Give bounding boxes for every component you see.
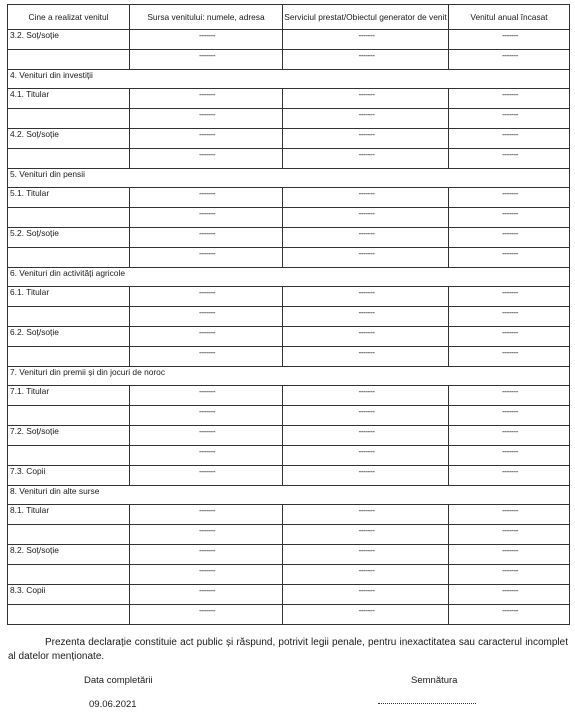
section-row [8,367,570,386]
cell-service: ------- [283,406,449,426]
table-row [8,89,570,109]
cell-source: ------- [130,228,283,248]
cell-source: ------- [130,149,283,169]
cell-income: ------- [449,307,570,327]
table-row [8,208,570,228]
cell-service: ------- [283,129,449,149]
cell-source: ------- [130,505,283,525]
row-label-empty [8,347,130,367]
cell-source: ------- [130,208,283,228]
cell-service: ------- [283,109,449,129]
row-label-empty [8,149,130,169]
cell-source: ------- [130,89,283,109]
row-label: 4.2. Soț/soție [8,129,130,149]
cell-income: ------- [449,228,570,248]
cell-service: ------- [283,505,449,525]
row-label: 7.3. Copii [8,466,130,486]
cell-income: ------- [449,248,570,268]
table-row [8,50,570,70]
row-label: 8.1. Titular [8,505,130,525]
header-annual-income: Venitul anual încasat [449,5,570,30]
cell-source: ------- [130,188,283,208]
cell-service: ------- [283,248,449,268]
header-who: Cine a realizat venitul [8,5,130,30]
row-label-empty [8,307,130,327]
cell-service: ------- [283,228,449,248]
row-label: 3.2. Soț/soție [8,30,130,50]
cell-service: ------- [283,50,449,70]
table-row [8,525,570,545]
cell-service: ------- [283,525,449,545]
cell-service: ------- [283,307,449,327]
cell-source: ------- [130,307,283,327]
cell-source: ------- [130,248,283,268]
cell-service: ------- [283,208,449,228]
cell-income: ------- [449,545,570,565]
table-row [8,565,570,585]
row-label: 6.1. Titular [8,287,130,307]
cell-service: ------- [283,585,449,605]
cell-income: ------- [449,129,570,149]
row-label-empty [8,605,130,625]
row-label-empty [8,525,130,545]
row-label: 5.1. Titular [8,188,130,208]
table-row [8,129,570,149]
cell-source: ------- [130,605,283,625]
table-row [8,466,570,486]
table-row [8,149,570,169]
signature-label: Semnătura [411,675,458,686]
signature-line [378,703,476,704]
row-label: 8.2. Soț/soție [8,545,130,565]
cell-income: ------- [449,565,570,585]
table-row [8,287,570,307]
cell-service: ------- [283,466,449,486]
row-label: 5.2. Soț/soție [8,228,130,248]
table-row [8,248,570,268]
cell-service: ------- [283,386,449,406]
cell-service: ------- [283,565,449,585]
cell-income: ------- [449,208,570,228]
table-row [8,307,570,327]
cell-source: ------- [130,545,283,565]
cell-source: ------- [130,386,283,406]
row-label: 7.1. Titular [8,386,130,406]
cell-income: ------- [449,327,570,347]
cell-source: ------- [130,129,283,149]
table-row [8,605,570,625]
cell-source: ------- [130,327,283,347]
cell-service: ------- [283,327,449,347]
section-title: 7. Venituri din premii și din jocuri de noroc [8,367,570,386]
table-row [8,446,570,466]
cell-income: ------- [449,89,570,109]
cell-source: ------- [130,50,283,70]
row-label-empty [8,208,130,228]
cell-income: ------- [449,426,570,446]
date-value: 09.06.2021 [89,699,137,710]
table-row [8,545,570,565]
cell-source: ------- [130,446,283,466]
cell-income: ------- [449,525,570,545]
cell-income: ------- [449,446,570,466]
table-header-row [8,5,570,30]
cell-source: ------- [130,30,283,50]
header-source: Sursa venitului: numele, adresa [130,5,283,30]
cell-income: ------- [449,585,570,605]
table-body [8,30,570,625]
cell-income: ------- [449,505,570,525]
cell-service: ------- [283,426,449,446]
header-service: Serviciul prestat/Obiectul generator de venit [283,5,449,30]
cell-source: ------- [130,406,283,426]
cell-income: ------- [449,149,570,169]
table-row [8,585,570,605]
table-row [8,426,570,446]
row-label-empty [8,109,130,129]
cell-income: ------- [449,605,570,625]
cell-service: ------- [283,446,449,466]
cell-income: ------- [449,30,570,50]
cell-income: ------- [449,287,570,307]
cell-income: ------- [449,188,570,208]
table-row [8,228,570,248]
row-label: 4.1. Titular [8,89,130,109]
table-row [8,188,570,208]
row-label-empty [8,50,130,70]
section-row [8,169,570,188]
row-label: 6.2. Soț/soție [8,327,130,347]
table-row [8,109,570,129]
section-title: 6. Venituri din activități agricole [8,268,570,287]
table-row [8,386,570,406]
cell-service: ------- [283,287,449,307]
table-row [8,347,570,367]
date-label: Data completării [84,675,153,686]
cell-service: ------- [283,149,449,169]
declaration-statement: Prezenta declarație constituie act public și răspund, potrivit legii penale, pentru inexactitatea sau caracterul incomplet al datelor menționate. [8,637,568,662]
row-label-empty [8,565,130,585]
cell-service: ------- [283,545,449,565]
row-label: 8.3. Copii [8,585,130,605]
cell-source: ------- [130,466,283,486]
cell-source: ------- [130,287,283,307]
income-table [7,4,570,625]
cell-source: ------- [130,109,283,129]
table-row [8,505,570,525]
section-row [8,70,570,89]
cell-income: ------- [449,406,570,426]
cell-source: ------- [130,565,283,585]
cell-service: ------- [283,89,449,109]
cell-income: ------- [449,347,570,367]
cell-source: ------- [130,585,283,605]
cell-source: ------- [130,525,283,545]
section-title: 5. Venituri din pensii [8,169,570,188]
cell-service: ------- [283,605,449,625]
cell-service: ------- [283,188,449,208]
table-row [8,327,570,347]
row-label-empty [8,248,130,268]
cell-source: ------- [130,347,283,367]
row-label: 7.2. Soț/soție [8,426,130,446]
cell-service: ------- [283,347,449,367]
row-label-empty [8,446,130,466]
section-title: 4. Venituri din investiții [8,70,570,89]
cell-source: ------- [130,426,283,446]
table-row [8,406,570,426]
section-row [8,486,570,505]
row-label-empty [8,406,130,426]
table-row [8,30,570,50]
section-row [8,268,570,287]
section-title: 8. Venituri din alte surse [8,486,570,505]
cell-service: ------- [283,30,449,50]
cell-income: ------- [449,466,570,486]
cell-income: ------- [449,109,570,129]
cell-income: ------- [449,50,570,70]
cell-income: ------- [449,386,570,406]
